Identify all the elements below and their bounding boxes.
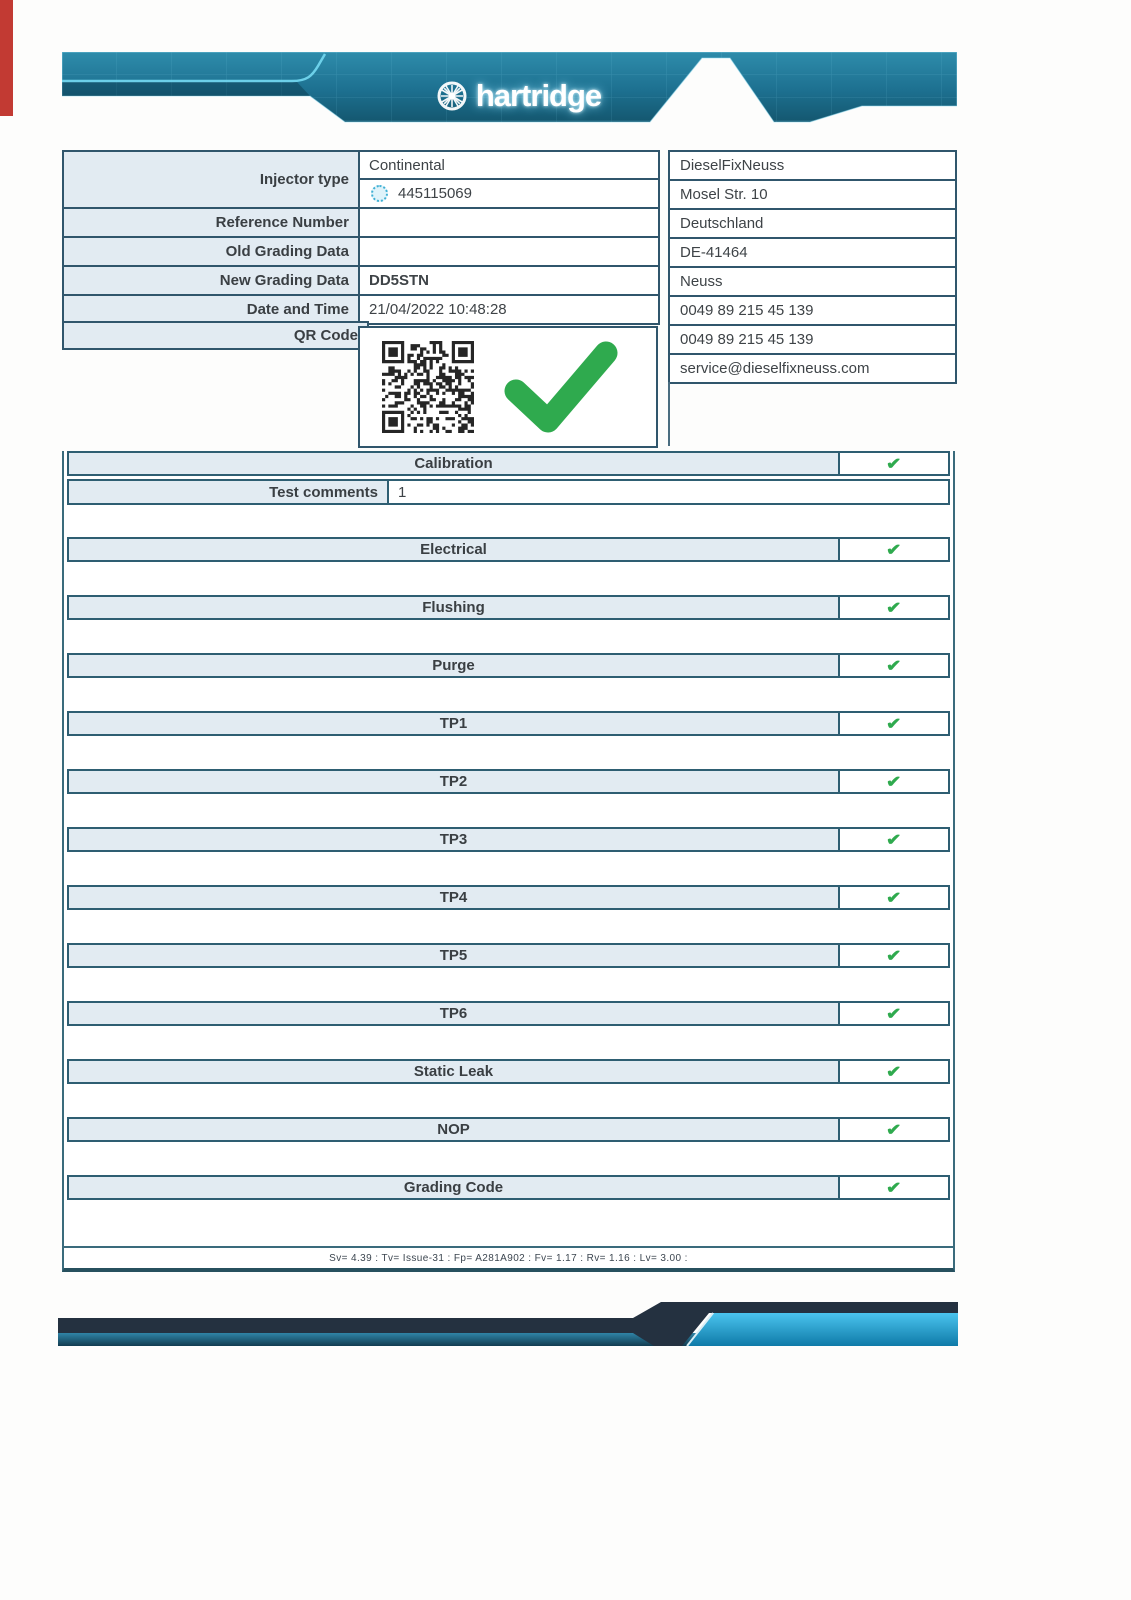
injector-type-row <box>64 152 658 209</box>
status-cell <box>838 597 948 618</box>
injector-info-table <box>62 150 660 325</box>
section-title: TP6 <box>69 1003 838 1024</box>
spacer <box>64 1084 953 1117</box>
company-email: service@dieselfixneuss.com <box>680 360 870 377</box>
new-grading-row <box>64 267 658 296</box>
table-border-extension <box>668 382 670 446</box>
company-city: Neuss <box>670 268 955 297</box>
qr-code <box>382 341 474 433</box>
spacer <box>64 794 953 827</box>
old-grading-value <box>360 238 658 265</box>
spacer <box>64 736 953 769</box>
spacer <box>64 505 953 537</box>
company-name: DieselFixNeuss <box>670 152 955 181</box>
spacer <box>64 562 953 595</box>
status-cell <box>838 713 948 734</box>
section-row-electrical <box>67 537 950 562</box>
check-icon: ✔ <box>886 1005 902 1023</box>
section-row-grading-code <box>67 1175 950 1200</box>
section-row-purge <box>67 653 950 678</box>
section-row-tp2 <box>67 769 950 794</box>
spacer <box>64 1142 953 1175</box>
status-cell <box>838 945 948 966</box>
spacer <box>64 910 953 943</box>
section-title: TP1 <box>69 713 838 734</box>
status-cell <box>838 1061 948 1082</box>
section-row-tp5 <box>67 943 950 968</box>
company-info-table <box>668 150 957 384</box>
reference-number-value <box>360 209 658 236</box>
status-cell <box>838 829 948 850</box>
section-row-calibration <box>67 451 950 476</box>
section-row-nop <box>67 1117 950 1142</box>
section-title: TP3 <box>69 829 838 850</box>
section-title: Purge <box>69 655 838 676</box>
injector-brand-value: Continental <box>360 152 658 180</box>
status-cell <box>838 453 948 474</box>
check-icon: ✔ <box>886 1063 902 1081</box>
section-row-tp4 <box>67 885 950 910</box>
footer-banner <box>58 1300 958 1348</box>
status-cell <box>838 1177 948 1198</box>
check-icon: ✔ <box>886 455 902 473</box>
company-country: Deutschland <box>670 210 955 239</box>
company-postcode: DE-41464 <box>670 239 955 268</box>
status-cell <box>838 1119 948 1140</box>
spacer <box>64 1026 953 1059</box>
section-title: TP5 <box>69 945 838 966</box>
qr-code-cell <box>358 326 658 448</box>
spacer <box>64 1200 953 1246</box>
company-phone1: 0049 89 215 45 139 <box>670 297 955 326</box>
reference-number-row <box>64 209 658 238</box>
section-row-tp6 <box>67 1001 950 1026</box>
test-comments-value: 1 <box>389 481 948 503</box>
section-row-tp1 <box>67 711 950 736</box>
check-icon: ✔ <box>886 773 902 791</box>
status-cell <box>838 655 948 676</box>
check-icon: ✔ <box>886 657 902 675</box>
check-icon: ✔ <box>886 599 902 617</box>
section-row-tp3 <box>67 827 950 852</box>
injector-type-label: Injector type <box>64 152 360 207</box>
check-icon: ✔ <box>886 831 902 849</box>
spacer <box>64 678 953 711</box>
spacer <box>64 968 953 1001</box>
check-icon: ✔ <box>886 1179 902 1197</box>
qr-code-label: QR Code <box>62 321 369 350</box>
section-title: Flushing <box>69 597 838 618</box>
datetime-label: Date and Time <box>64 296 360 323</box>
status-cell <box>838 1003 948 1024</box>
section-title: NOP <box>69 1119 838 1140</box>
test-comments-label: Test comments <box>69 481 389 503</box>
old-grading-label: Old Grading Data <box>64 238 360 265</box>
company-street: Mosel Str. 10 <box>670 181 955 210</box>
section-row-static-leak <box>67 1059 950 1084</box>
injector-part-icon <box>371 185 388 202</box>
big-check-icon <box>502 339 622 435</box>
spacer <box>64 620 953 653</box>
datetime-value: 21/04/2022 10:48:28 <box>369 301 507 318</box>
section-title: Static Leak <box>69 1061 838 1082</box>
injector-number-row <box>360 180 658 207</box>
brand-logo <box>358 74 678 118</box>
status-cell <box>838 771 948 792</box>
check-icon: ✔ <box>886 541 902 559</box>
section-row-flushing <box>67 595 950 620</box>
section-title: Calibration <box>69 453 838 474</box>
section-title: Grading Code <box>69 1177 838 1198</box>
status-cell <box>838 539 948 560</box>
company-phone2: 0049 89 215 45 139 <box>670 326 955 355</box>
check-icon: ✔ <box>886 947 902 965</box>
test-results-table <box>62 451 955 1272</box>
new-grading-label: New Grading Data <box>64 267 360 294</box>
section-title: TP4 <box>69 887 838 908</box>
datetime-row <box>64 296 658 323</box>
status-cell <box>838 887 948 908</box>
section-title: TP2 <box>69 771 838 792</box>
test-comments-row <box>67 479 950 505</box>
software-version-line: Sv= 4.39 : Tv= Issue-31 : Fp= A281A902 : Fv= 1.17 : Rv= 1.16 : Lv= 3.00 : <box>64 1246 953 1268</box>
injector-number-value: 445115069 <box>398 185 472 202</box>
brand-logo-text: hartridge <box>475 78 602 113</box>
check-icon: ✔ <box>886 715 902 733</box>
scan-mark-red-bar <box>0 0 13 116</box>
check-icon: ✔ <box>886 889 902 907</box>
hartridge-wheel-icon <box>435 79 469 113</box>
spacer <box>64 852 953 885</box>
check-icon: ✔ <box>886 1121 902 1139</box>
section-title: Electrical <box>69 539 838 560</box>
new-grading-value: DD5STN <box>369 272 430 289</box>
reference-number-label: Reference Number <box>64 209 360 236</box>
old-grading-row <box>64 238 658 267</box>
